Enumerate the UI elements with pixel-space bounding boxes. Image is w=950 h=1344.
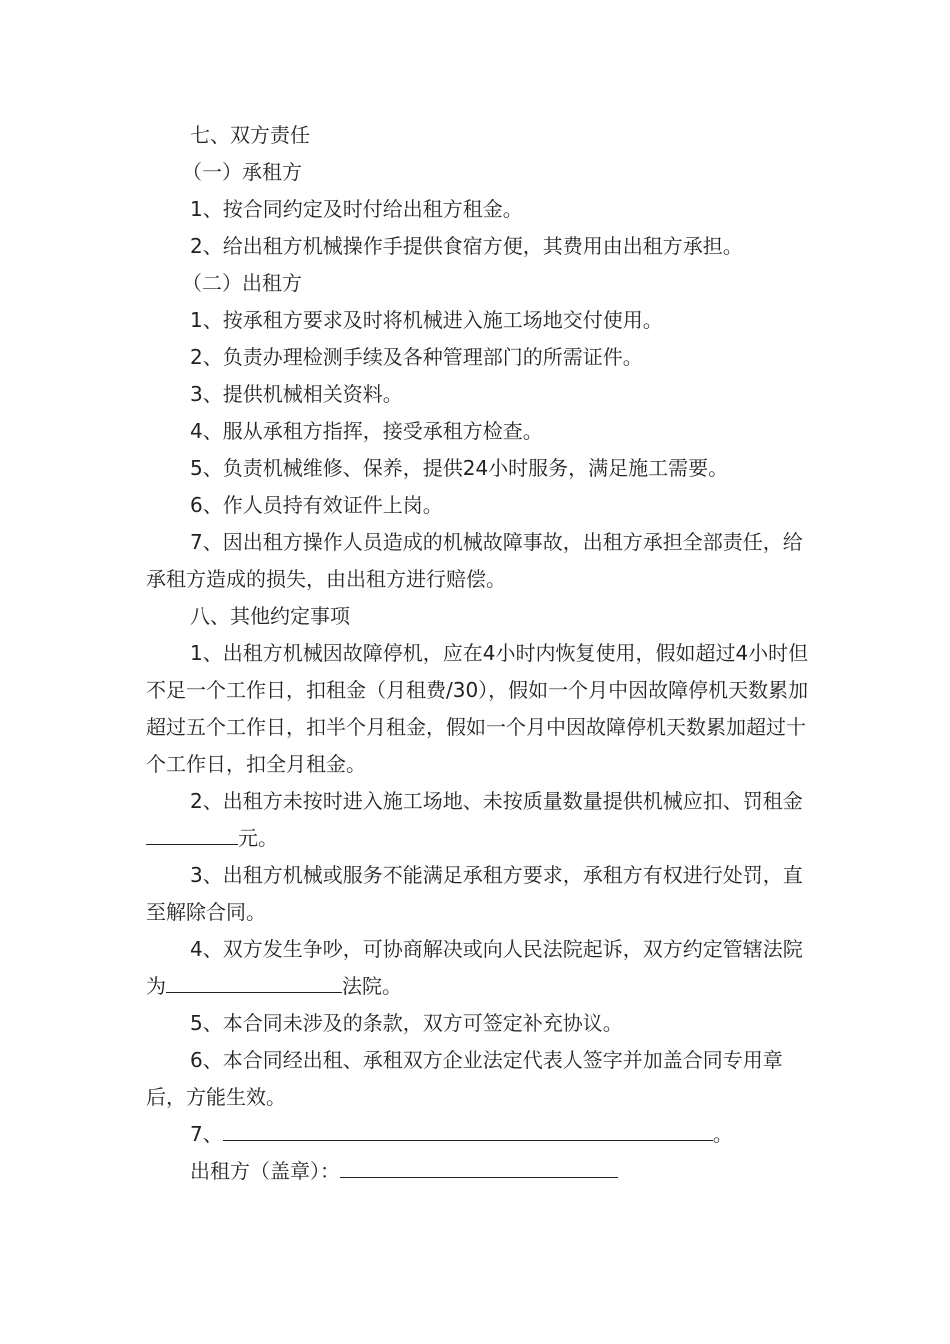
lessor-item-3: 3、提供机械相关资料。 <box>190 382 403 406</box>
lessor-item-7: 7、因出租方操作人员造成的机械故障事故，出租方承担全部责任，给承租方造成的损失，由出租方进行赔偿。 <box>146 530 803 591</box>
section-8-title: 八、其他约定事项 <box>190 604 350 628</box>
other-item-5: 5、本合同未涉及的条款，双方可签定补充协议。 <box>190 1011 623 1035</box>
other-item-2 <box>146 783 810 857</box>
document-page <box>146 117 810 1190</box>
additional-terms-blank[interactable] <box>223 1116 713 1141</box>
lessor-item-4: 4、服从承租方指挥，接受承租方检查。 <box>190 419 543 443</box>
other-item-4 <box>146 931 810 1005</box>
penalty-amount-blank[interactable] <box>146 820 238 845</box>
section-7-lessee-heading: （一）承租方 <box>182 160 302 184</box>
other-item-4-suffix: 法院。 <box>342 974 402 998</box>
other-item-7 <box>146 1116 810 1153</box>
lessor-signature-line <box>146 1153 810 1190</box>
lessor-item-5: 5、负责机械维修、保养，提供24小时服务，满足施工需要。 <box>190 456 729 480</box>
other-item-7-suffix: 。 <box>712 1122 733 1146</box>
other-item-7-number: 7、 <box>190 1122 223 1146</box>
other-item-4-text: 4、双方发生争吵，可协商解决或向人民法院起诉，双方约定管辖法院为 <box>146 937 803 998</box>
section-7-title: 七、双方责任 <box>190 123 310 147</box>
other-item-2-text: 2、出租方未按时进入施工场地、未按质量数量提供机械应扣、罚租金 <box>190 789 803 813</box>
other-item-1: 1、出租方机械因故障停机，应在4小时内恢复使用，假如超过4小时但不足一个工作日，扣租金（月租费/30），假如一个月中因故障停机天数累加超过五个工作日，扣半个月租金，假如一个月中因故障停机天数累加超过十个工作日，扣全月租金。 <box>146 641 809 776</box>
lessor-item-2: 2、负责办理检测手续及各种管理部门的所需证件。 <box>190 345 643 369</box>
lessee-item-1: 1、按合同约定及时付给出租方租金。 <box>190 197 523 221</box>
court-name-blank[interactable] <box>166 968 342 993</box>
lessee-item-2: 2、给出租方机械操作手提供食宿方便，其费用由出租方承担。 <box>190 234 743 258</box>
other-item-3: 3、出租方机械或服务不能满足承租方要求，承租方有权进行处罚，直至解除合同。 <box>146 863 803 924</box>
lessor-item-6: 6、作人员持有效证件上岗。 <box>190 493 443 517</box>
other-item-2-suffix: 元。 <box>238 826 278 850</box>
other-item-6: 6、本合同经出租、承租双方企业法定代表人签字并加盖合同专用章后，方能生效。 <box>146 1048 783 1109</box>
lessor-signature-blank[interactable] <box>340 1153 618 1178</box>
lessor-signature-label: 出租方（盖章）： <box>190 1159 340 1183</box>
lessor-item-1: 1、按承租方要求及时将机械进入施工场地交付使用。 <box>190 308 663 332</box>
section-7-lessor-heading: （二）出租方 <box>182 271 302 295</box>
